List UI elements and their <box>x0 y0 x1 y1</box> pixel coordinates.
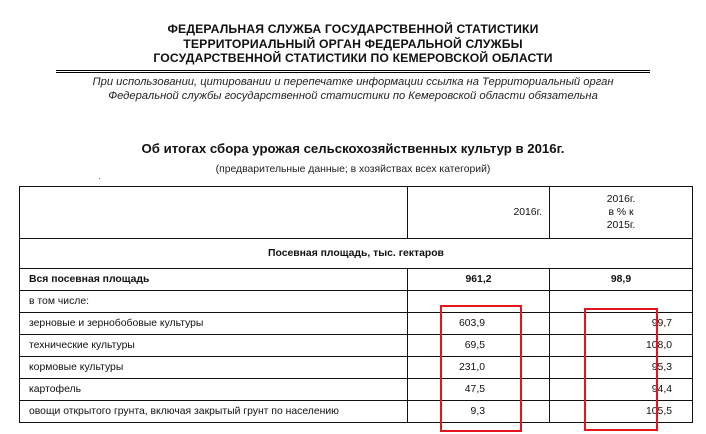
header-cell-blank <box>20 187 408 239</box>
header-rule-bottom <box>56 72 650 73</box>
row-label: технические культуры <box>20 335 408 357</box>
row-value: 9,3 <box>408 401 550 423</box>
row-value: 69,5 <box>408 335 550 357</box>
row-percent: 105,5 <box>550 401 693 423</box>
agency-header <box>0 22 706 66</box>
agency-header-line-3: ГОСУДАРСТВЕННОЙ СТАТИСТИКИ ПО КЕМЕРОВСКОЙ ОБЛАСТИ <box>153 51 553 65</box>
including-label: в том числе: <box>20 291 408 313</box>
header-pct-line-1: 2016г. <box>606 194 636 205</box>
citation-notice <box>0 75 706 103</box>
scan-speck <box>99 178 100 179</box>
total-label: Вся посевная площадь <box>20 269 408 291</box>
row-percent: 95,3 <box>550 357 693 379</box>
total-value: 961,2 <box>408 269 550 291</box>
row-label: овощи открытого грунта, включая закрытый грунт по населению <box>20 401 408 423</box>
header-cell-year <box>408 187 550 239</box>
total-row <box>20 269 693 291</box>
row-percent: 108,0 <box>550 335 693 357</box>
document-title: Об итогах сбора урожая сельскохозяйственных культур в 2016г. <box>141 141 565 156</box>
header-cell-percent <box>550 187 693 239</box>
row-label: кормовые культуры <box>20 357 408 379</box>
section-title: Посевная площадь, тыс. гектаров <box>20 239 693 269</box>
row-percent: 99,7 <box>550 313 693 335</box>
citation-notice-line-1: При использовании, цитировании и перепечатке информации ссылка на Территориальный орган <box>92 76 614 88</box>
row-value: 47,5 <box>408 379 550 401</box>
row-value: 603,9 <box>408 313 550 335</box>
row-percent: 94,4 <box>550 379 693 401</box>
citation-notice-line-2: Федеральной службы государственной статистики по Кемеровской области обязательна <box>108 90 598 102</box>
total-percent: 98,9 <box>550 269 693 291</box>
highlight-box-percents <box>584 308 658 431</box>
header-year-label: 2016г. <box>513 207 542 218</box>
row-label: зерновые и зернобобовые культуры <box>20 313 408 335</box>
row-value: 231,0 <box>408 357 550 379</box>
agency-header-line-2: ТЕРРИТОРИАЛЬНЫЙ ОРГАН ФЕДЕРАЛЬНОЙ СЛУЖБЫ <box>183 36 523 51</box>
highlight-box-values <box>440 305 522 432</box>
row-label: картофель <box>20 379 408 401</box>
table-header-row <box>20 187 693 239</box>
document-subtitle: (предварительные данные; в хозяйствах всех категорий) <box>215 164 491 175</box>
agency-header-line-1: ФЕДЕРАЛЬНАЯ СЛУЖБА ГОСУДАРСТВЕННОЙ СТАТИСТИКИ <box>167 22 539 36</box>
header-pct-line-2: в % к <box>608 207 634 218</box>
section-row <box>20 239 693 269</box>
header-pct-line-3: 2015г. <box>606 220 636 231</box>
header-rule-top <box>56 70 650 71</box>
